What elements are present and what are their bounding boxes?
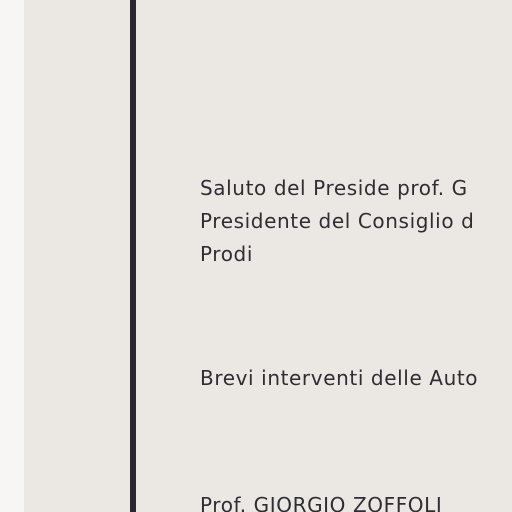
document-line-1: Saluto del Preside prof. G: [200, 176, 468, 200]
left-scan-margin: [0, 0, 24, 512]
document-line-4: Brevi interventi delle Auto: [200, 366, 479, 390]
document-line-3: Prodi: [200, 242, 253, 266]
document-line-5: Prof. GIORGIO ZOFFOLI: [200, 493, 443, 512]
paper-sheet: [24, 0, 512, 512]
document-line-2: Presidente del Consiglio d: [200, 209, 475, 233]
vertical-rule-line: [130, 0, 136, 512]
